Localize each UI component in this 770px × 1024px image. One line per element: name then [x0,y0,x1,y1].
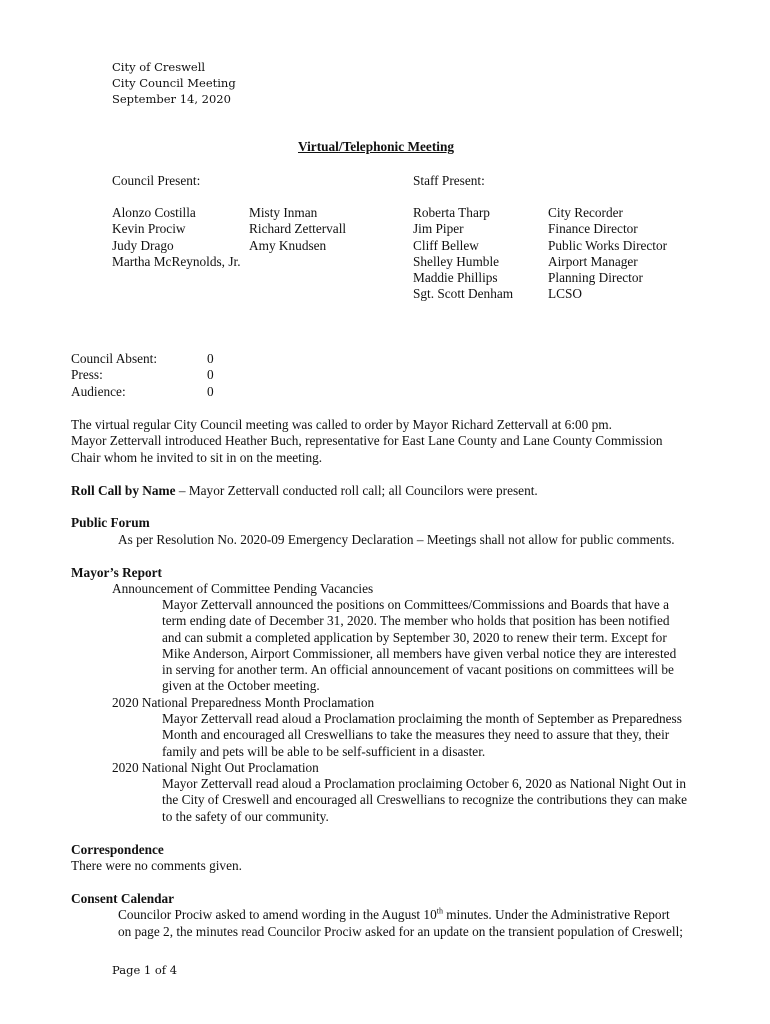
staff-name: Maddie Phillips [413,270,498,286]
staff-title: Finance Director [548,221,638,237]
staff-title: Airport Manager [548,253,638,269]
report-item-body [162,597,676,695]
attendance-label: Press: [71,367,103,383]
council-member: Kevin Prociw [112,221,186,237]
council-member: Richard Zettervall [249,221,347,237]
staff-name: Cliff Bellew [413,237,479,253]
staff-title: City Recorder [548,205,623,220]
correspondence-text: There were no comments given. [71,858,242,873]
staff-name: Sgt. Scott Denham [413,286,514,302]
header-date: September 14, 2020 [112,92,231,106]
roll-call [71,483,538,499]
roll-call-text: – Mayor Zettervall conducted roll call; all Councilors were present. [175,483,538,498]
paragraph-line: to the safety of our community. [162,808,329,824]
paragraph-line: The virtual regular City Council meeting was called to order by Mayor Richard Zettervall at 6:00 pm. [71,417,612,432]
header-meeting: City Council Meeting [112,76,236,90]
staff-name: Shelley Humble [413,253,500,269]
council-present-col2 [249,205,346,254]
consent-calendar-heading: Consent Calendar [71,891,175,906]
staff-present-heading: Staff Present: [413,173,485,188]
council-member: Amy Knudsen [249,237,327,253]
paragraph-line: family and pets will be able to be self-sufficient in a disaster. [162,743,486,759]
council-present-col1 [112,205,241,270]
staff-titles [548,205,667,303]
attendance-value: 0 [207,383,214,399]
consent-calendar-line [118,907,670,923]
council-member: Judy Drago [112,237,174,253]
page-number: Page 1 of 4 [112,963,178,977]
attendance-label: Audience: [71,383,126,399]
paragraph-line: in serving for another term. An official announcement of vacant positions on committees will be [162,662,674,678]
paragraph-line: Mayor Zettervall read aloud a Proclamation proclaiming the month of September as Preparedness [162,711,682,726]
staff-name: Roberta Tharp [413,205,490,220]
report-item-body [162,776,687,825]
attendance-value: 0 [207,351,214,366]
council-member: Misty Inman [249,205,318,220]
paragraph-line: Month and encouraged all Creswellians to take the measures they need to assure that they, their [162,727,670,743]
staff-title: Planning Director [548,270,643,286]
staff-title: Public Works Director [548,237,668,253]
report-item-title: Announcement of Committee Pending Vacancies [112,581,374,596]
paragraph-line: term ending date of December 31, 2020. The member who holds that position has been notified [162,613,670,629]
council-present-heading: Council Present: [112,173,201,188]
attendance-labels [71,351,157,400]
paragraph-line: Chair whom he invited to sit in on the meeting. [71,449,323,465]
attendance-values [207,351,214,400]
paragraph-line: Mayor Zettervall announced the positions on Committees/Commissions and Boards that have a [162,597,670,612]
paragraph-line: the City of Creswell and encouraged all Creswellians to recognize the contributions they can make [162,792,688,808]
council-member: Alonzo Costilla [112,205,196,220]
paragraph-line: Mayor Zettervall introduced Heather Buch, representative for East Lane County and Lane County Commission [71,433,663,449]
staff-title: LCSO [548,286,582,302]
paragraph-line: Mike Anderson, Airport Commissioner, all members have given verbal notice they are interested [162,645,677,661]
staff-names [413,205,513,303]
roll-call-heading: Roll Call by Name [71,483,176,498]
text-run: Councilor Prociw asked to amend wording in the August 10 [118,907,437,922]
mayors-report-heading: Mayor’s Report [71,565,162,580]
consent-calendar-line: on page 2, the minutes read Councilor Prociw asked for an update on the transient population of Creswell; [118,924,683,939]
text-run: minutes. Under the Administrative Report [442,907,670,922]
report-item-title: 2020 National Preparedness Month Proclamation [112,695,375,710]
meeting-title: Virtual/Telephonic Meeting [298,139,454,154]
report-item-body [162,711,682,760]
staff-name: Jim Piper [413,221,464,237]
header-city: City of Creswell [112,60,206,74]
intro-paragraph [71,417,663,466]
report-item-title: 2020 National Night Out Proclamation [112,760,319,775]
council-member: Martha McReynolds, Jr. [112,253,241,269]
document-header [112,59,236,107]
correspondence-heading: Correspondence [71,842,164,857]
attendance-label: Council Absent: [71,351,158,366]
ordinal-suffix: th [436,906,443,916]
attendance-value: 0 [207,367,214,383]
public-forum-heading: Public Forum [71,515,150,530]
paragraph-line: given at the October meeting. [162,678,320,694]
paragraph-line: and can submit a completed application by September 30, 2020 to renew their term. Except for [162,629,667,645]
public-forum-text: As per Resolution No. 2020-09 Emergency Declaration – Meetings shall not allow for public comments. [118,532,675,547]
paragraph-line: Mayor Zettervall read aloud a Proclamation proclaiming October 6, 2020 as National Night Out in [162,776,686,791]
